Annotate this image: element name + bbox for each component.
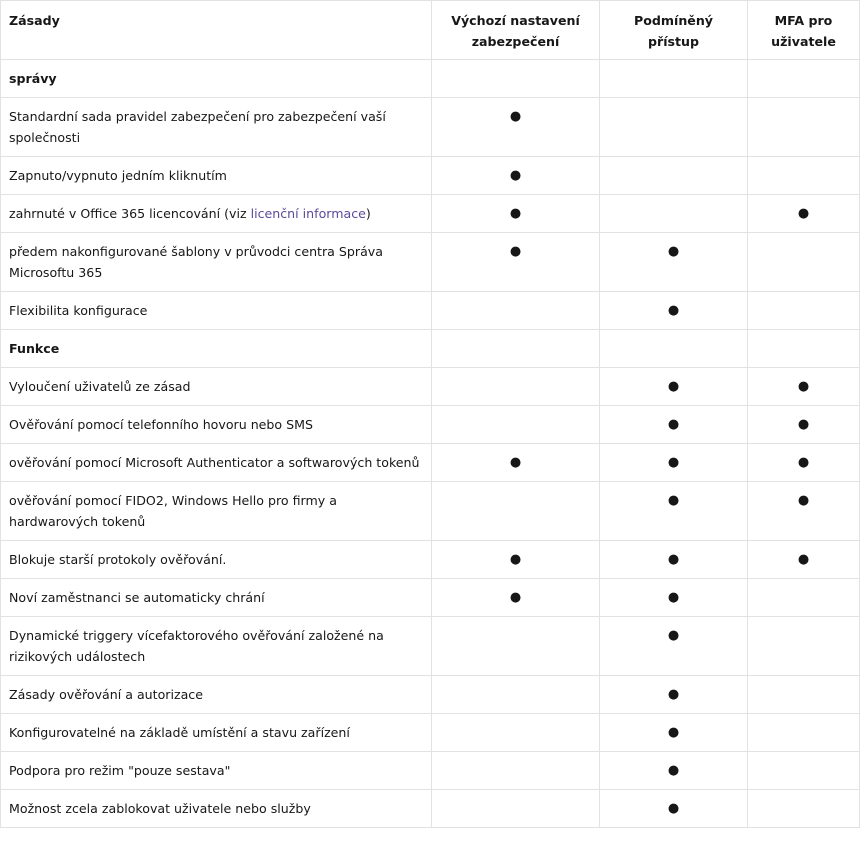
empty-cell-per-user-mfa: [748, 790, 860, 828]
bullet-icon-per-user-mfa: ●: [748, 195, 860, 233]
table-row: [1, 444, 860, 482]
bullet-icon-conditional-access: ●: [600, 292, 748, 330]
empty-cell-security-defaults: [432, 406, 600, 444]
bullet-icon-conditional-access: ●: [600, 676, 748, 714]
bullet-icon-security-defaults: ●: [432, 541, 600, 579]
table-row: [1, 676, 860, 714]
table-row: [1, 617, 860, 676]
feature-label: předem nakonfigurované šablony v průvodci centra Správa Microsoftu 365: [1, 233, 432, 292]
empty-cell-security-defaults: [432, 368, 600, 406]
feature-label: Blokuje starší protokoly ověřování.: [1, 541, 432, 579]
feature-label: ověřování pomocí FIDO2, Windows Hello pro firmy a hardwarových tokenů: [1, 482, 432, 541]
bullet-icon-conditional-access: ●: [600, 444, 748, 482]
header-row: [1, 1, 860, 60]
table-body: [1, 60, 860, 828]
section-empty-cell: [600, 330, 748, 368]
feature-label: Vyloučení uživatelů ze zásad: [1, 368, 432, 406]
section-row: [1, 60, 860, 98]
bullet-icon-conditional-access: ●: [600, 406, 748, 444]
feature-label: Zapnuto/vypnuto jedním kliknutím: [1, 157, 432, 195]
empty-cell-per-user-mfa: [748, 617, 860, 676]
bullet-icon-conditional-access: ●: [600, 368, 748, 406]
header-conditional-access: Podmíněný přístup: [600, 1, 748, 60]
feature-label-text: zahrnuté v Office 365 licencování (viz: [9, 206, 251, 221]
feature-label: Možnost zcela zablokovat uživatele nebo služby: [1, 790, 432, 828]
empty-cell-per-user-mfa: [748, 292, 860, 330]
table-row: [1, 292, 860, 330]
feature-label-text: ): [365, 206, 371, 221]
empty-cell-conditional-access: [600, 157, 748, 195]
table-row: [1, 233, 860, 292]
empty-cell-per-user-mfa: [748, 676, 860, 714]
table-row: [1, 790, 860, 828]
feature-label: Flexibilita konfigurace: [1, 292, 432, 330]
section-empty-cell: [600, 60, 748, 98]
bullet-icon-conditional-access: ●: [600, 752, 748, 790]
feature-label: ověřování pomocí Microsoft Authenticator a softwarových tokenů: [1, 444, 432, 482]
empty-cell-per-user-mfa: [748, 752, 860, 790]
section-empty-cell: [432, 60, 600, 98]
bullet-icon-conditional-access: ●: [600, 579, 748, 617]
section-row: [1, 330, 860, 368]
bullet-icon-per-user-mfa: ●: [748, 482, 860, 541]
empty-cell-per-user-mfa: [748, 714, 860, 752]
empty-cell-security-defaults: [432, 482, 600, 541]
feature-label: Dynamické triggery vícefaktorového ověřování založené na rizikových událostech: [1, 617, 432, 676]
table-row: [1, 714, 860, 752]
bullet-icon-security-defaults: ●: [432, 233, 600, 292]
header-per-user-mfa: MFA pro uživatele: [748, 1, 860, 60]
bullet-icon-conditional-access: ●: [600, 541, 748, 579]
section-title: Funkce: [1, 330, 432, 368]
license-info-link[interactable]: licenční informace: [250, 206, 366, 221]
bullet-icon-conditional-access: ●: [600, 233, 748, 292]
feature-label: [1, 195, 432, 233]
feature-label: Standardní sada pravidel zabezpečení pro zabezpečení vaší společnosti: [1, 98, 432, 157]
bullet-icon-per-user-mfa: ●: [748, 541, 860, 579]
table-row: [1, 195, 860, 233]
header-policies: Zásady: [1, 1, 432, 60]
section-empty-cell: [432, 330, 600, 368]
empty-cell-per-user-mfa: [748, 98, 860, 157]
table-row: [1, 579, 860, 617]
bullet-icon-security-defaults: ●: [432, 195, 600, 233]
bullet-icon-per-user-mfa: ●: [748, 444, 860, 482]
feature-label: Podpora pro režim "pouze sestava": [1, 752, 432, 790]
feature-label: Noví zaměstnanci se automaticky chrání: [1, 579, 432, 617]
bullet-icon-conditional-access: ●: [600, 790, 748, 828]
empty-cell-per-user-mfa: [748, 233, 860, 292]
bullet-icon-security-defaults: ●: [432, 98, 600, 157]
feature-label: Konfigurovatelné na základě umístění a stavu zařízení: [1, 714, 432, 752]
table-row: [1, 157, 860, 195]
table-row: [1, 98, 860, 157]
empty-cell-security-defaults: [432, 790, 600, 828]
empty-cell-security-defaults: [432, 714, 600, 752]
table-row: [1, 482, 860, 541]
empty-cell-security-defaults: [432, 292, 600, 330]
bullet-icon-conditional-access: ●: [600, 714, 748, 752]
table-header: [1, 1, 860, 60]
empty-cell-conditional-access: [600, 98, 748, 157]
empty-cell-security-defaults: [432, 752, 600, 790]
header-security-defaults: Výchozí nastavení zabezpečení: [432, 1, 600, 60]
bullet-icon-conditional-access: ●: [600, 617, 748, 676]
table-row: [1, 541, 860, 579]
empty-cell-security-defaults: [432, 676, 600, 714]
empty-cell-conditional-access: [600, 195, 748, 233]
bullet-icon-conditional-access: ●: [600, 482, 748, 541]
feature-label: Ověřování pomocí telefonního hovoru nebo SMS: [1, 406, 432, 444]
table-row: [1, 406, 860, 444]
empty-cell-per-user-mfa: [748, 579, 860, 617]
table-row: [1, 368, 860, 406]
bullet-icon-per-user-mfa: ●: [748, 406, 860, 444]
section-empty-cell: [748, 330, 860, 368]
bullet-icon-security-defaults: ●: [432, 157, 600, 195]
section-empty-cell: [748, 60, 860, 98]
empty-cell-security-defaults: [432, 617, 600, 676]
feature-label: Zásady ověřování a autorizace: [1, 676, 432, 714]
empty-cell-per-user-mfa: [748, 157, 860, 195]
bullet-icon-security-defaults: ●: [432, 444, 600, 482]
bullet-icon-per-user-mfa: ●: [748, 368, 860, 406]
section-title: správy: [1, 60, 432, 98]
bullet-icon-security-defaults: ●: [432, 579, 600, 617]
table-row: [1, 752, 860, 790]
